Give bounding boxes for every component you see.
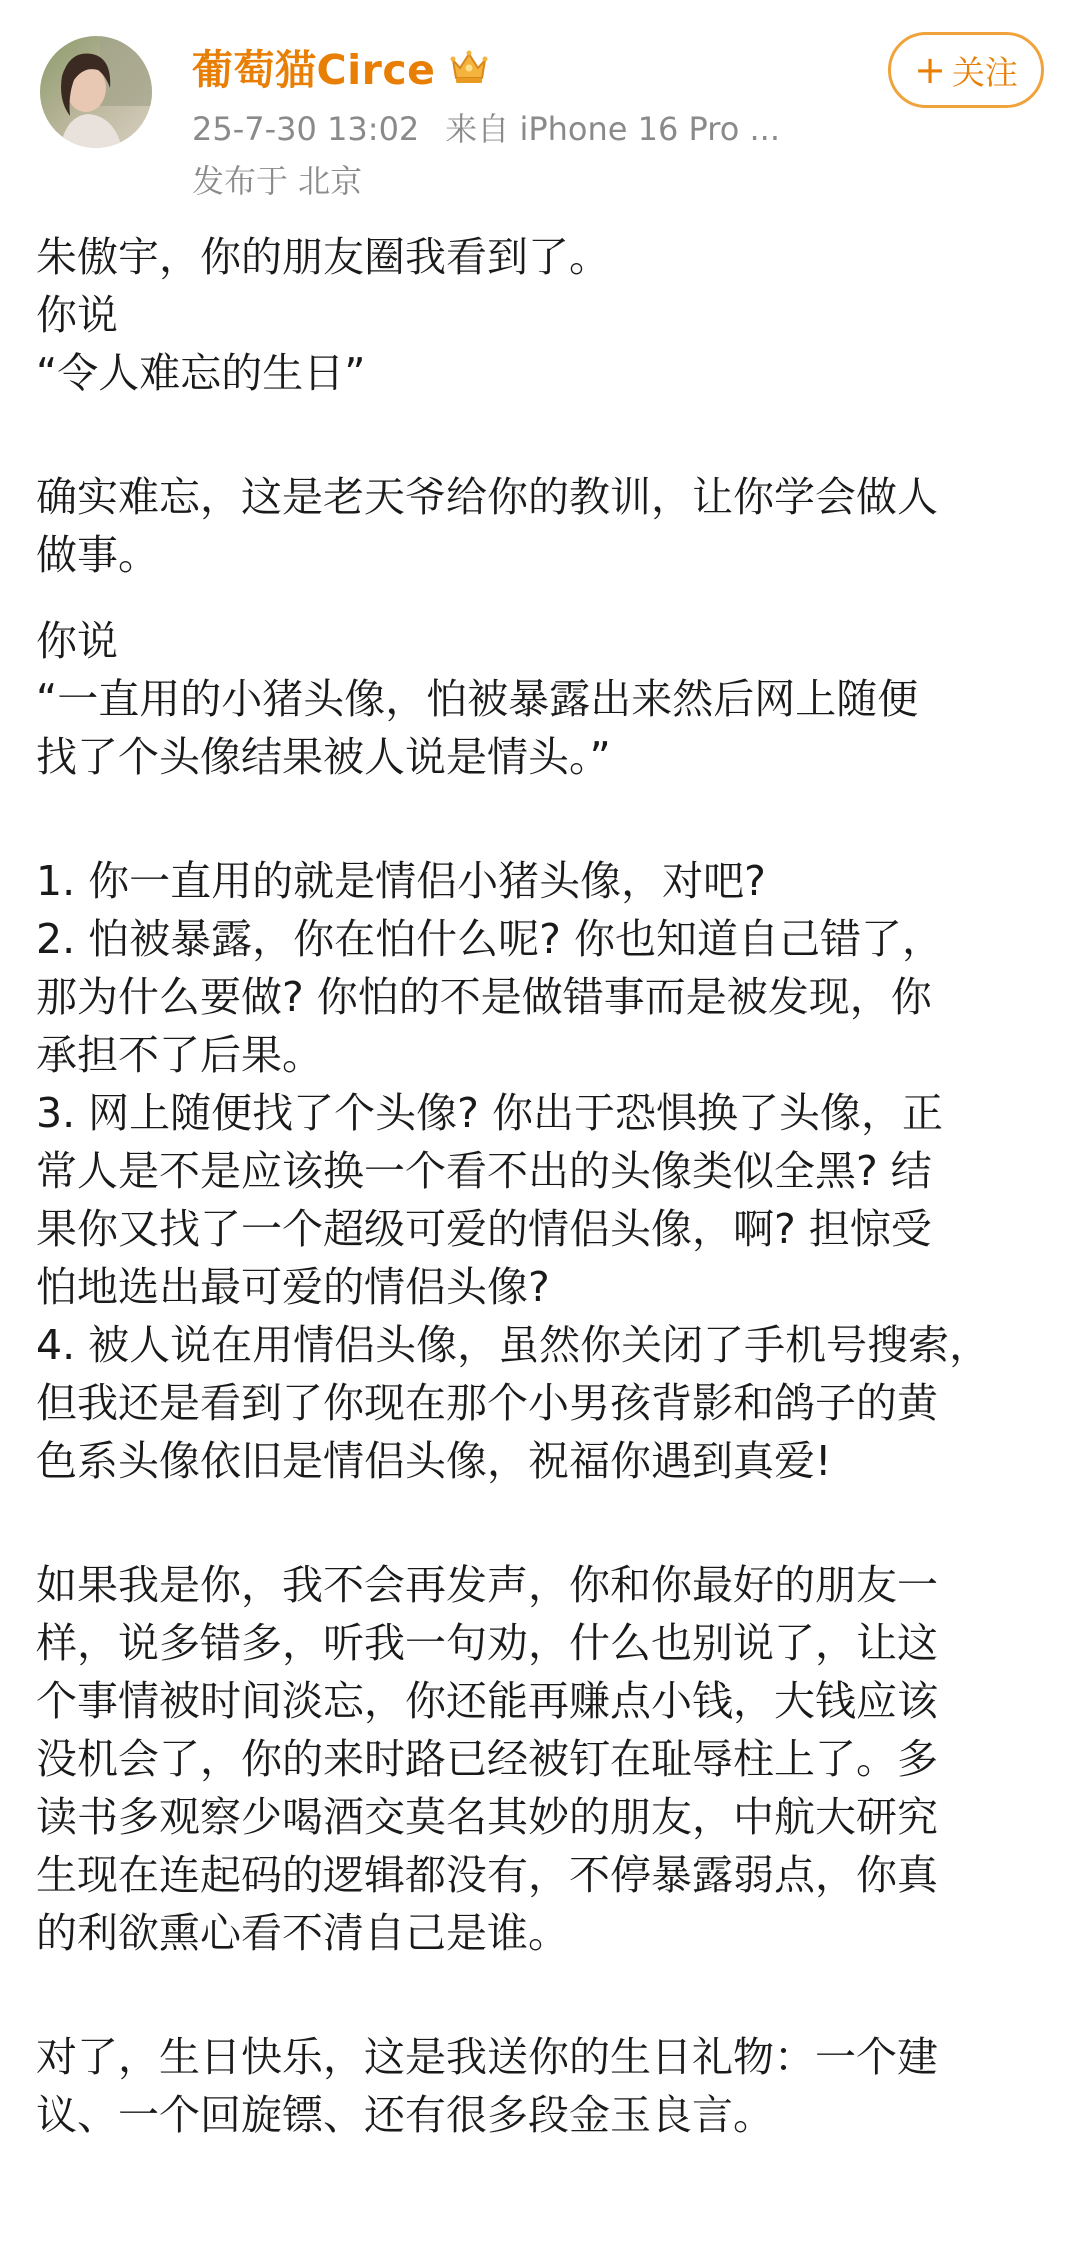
post-line: 议、一个回旋镖、还有很多段金玉良言。 bbox=[36, 2091, 774, 2139]
plus-icon: + bbox=[914, 48, 946, 92]
post-line: 你说 bbox=[36, 617, 118, 665]
post-line: 读书多观察少喝酒交莫名其妙的朋友，中航大研究 bbox=[36, 1793, 938, 1841]
post-line: “一直用的小猪头像，怕被暴露出来然后网上随便 bbox=[36, 675, 919, 723]
post-line: 做事。 bbox=[36, 531, 159, 579]
post-location: 发布于 北京 bbox=[192, 162, 363, 200]
post-line: 样，说多错多，听我一句劝，什么也别说了，让这 bbox=[36, 1619, 938, 1667]
post-line: 果你又找了一个超级可爱的情侣头像，啊? 担惊受 bbox=[36, 1205, 932, 1253]
follow-button[interactable] bbox=[888, 32, 1044, 108]
post-line: 如果我是你，我不会再发声，你和你最好的朋友一 bbox=[36, 1561, 938, 1609]
user-avatar[interactable] bbox=[40, 36, 152, 148]
post-line: 那为什么要做? 你怕的不是做错事而是被发现，你 bbox=[36, 973, 932, 1021]
post-line: 4. 被人说在用情侣头像，虽然你关闭了手机号搜索， bbox=[36, 1321, 991, 1369]
post-line: 找了个头像结果被人说是情头。” bbox=[36, 733, 611, 781]
post-line: 对了，生日快乐，这是我送你的生日礼物：一个建 bbox=[36, 2033, 938, 2081]
post-line: 个事情被时间淡忘，你还能再赚点小钱，大钱应该 bbox=[36, 1677, 938, 1725]
post-timestamp: 25-7-30 13:02 bbox=[192, 110, 420, 148]
post-line: “令人难忘的生日” bbox=[36, 349, 366, 397]
post-line: 承担不了后果。 bbox=[36, 1031, 323, 1079]
post-line: 怕地选出最可爱的情侣头像? bbox=[36, 1263, 550, 1311]
post-line: 3. 网上随便找了个头像? 你出于恐惧换了头像，正 bbox=[36, 1089, 943, 1137]
post-line: 常人是不是应该换一个看不出的头像类似全黑? 结 bbox=[36, 1147, 932, 1195]
post-source[interactable]: 来自 iPhone 16 Pro ... bbox=[445, 110, 780, 148]
post-header bbox=[0, 0, 1080, 205]
username-row bbox=[192, 36, 491, 96]
crown-badge-icon[interactable] bbox=[447, 46, 491, 86]
follow-label: 关注 bbox=[951, 52, 1018, 92]
post-line: 2. 怕被暴露，你在怕什么呢? 你也知道自己错了， bbox=[36, 915, 943, 963]
username[interactable]: 葡萄猫Circe bbox=[192, 45, 436, 94]
post-line: 生现在连起码的逻辑都没有，不停暴露弱点，你真 bbox=[36, 1851, 938, 1899]
post-line: 朱傲宇，你的朋友圈我看到了。 bbox=[36, 233, 610, 281]
post-line: 但我还是看到了你现在那个小男孩背影和鸽子的黄 bbox=[36, 1379, 938, 1427]
post-line: 没机会了，你的来时路已经被钉在耻辱柱上了。多 bbox=[36, 1735, 938, 1783]
post-body bbox=[36, 228, 1056, 2144]
post-line: 确实难忘，这是老天爷给你的教训，让你学会做人 bbox=[36, 473, 938, 521]
post-line: 的利欲熏心看不清自己是谁。 bbox=[36, 1909, 569, 1957]
post-line: 你说 bbox=[36, 291, 118, 339]
post-meta bbox=[192, 104, 780, 150]
post-line: 色系头像依旧是情侣头像，祝福你遇到真爱! bbox=[36, 1437, 832, 1485]
post-line: 1. 你一直用的就是情侣小猪头像，对吧? bbox=[36, 857, 766, 905]
